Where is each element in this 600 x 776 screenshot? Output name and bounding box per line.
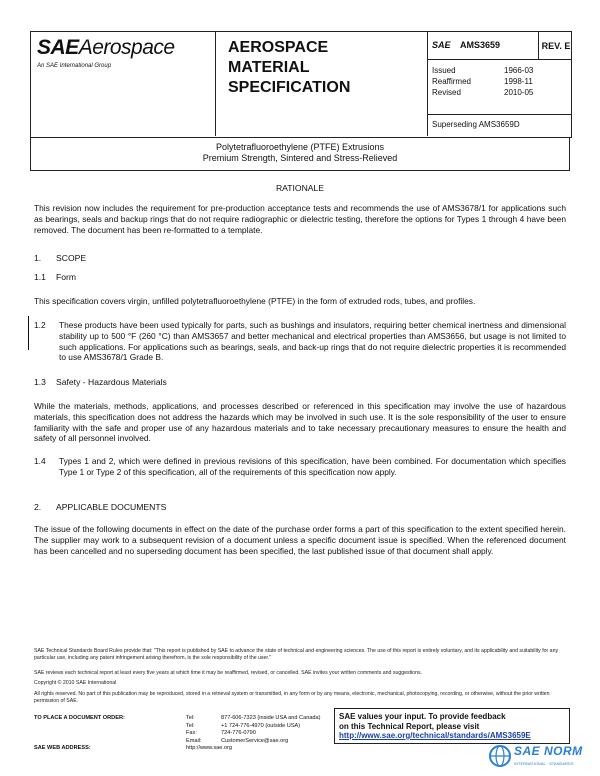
applicable-text: The issue of the following documents in effect on the date of the purchase order forms a part of this specification to the extent specified herein. The supplier may work to a subsequent revision of a document unless a specific document issue is specified. When the referenced document has been cancelled and no superseding document has been specified, the last published issue of that document shall apply. bbox=[34, 524, 566, 556]
feedback-box bbox=[334, 708, 570, 744]
email-link[interactable]: CustomerService@sae.org bbox=[221, 737, 289, 744]
section-title: Safety - Hazardous Materials bbox=[56, 377, 167, 387]
feedback-line-2: on this Technical Report, please visit bbox=[339, 721, 480, 731]
contact-row bbox=[34, 738, 321, 746]
subtitle-line-1: Polytetrafluoroethylene (PTFE) Extrusions bbox=[215, 142, 385, 152]
section-title: APPLICABLE DOCUMENTS bbox=[56, 502, 167, 512]
doc-number-row bbox=[428, 32, 572, 60]
watermark-text: SAE NORM bbox=[514, 744, 583, 758]
paragraph-number: 1.4 bbox=[34, 456, 46, 466]
contact-row bbox=[34, 723, 321, 731]
spacer bbox=[34, 738, 186, 746]
tel2-value[interactable]: +1 724-776-4970 (outside USA) bbox=[221, 722, 301, 729]
rationale-text: This revision now includes the requirement for pre-production acceptance tests and recommends the use of AMS3678/1 for applications such as bearings, seals and backup rings that do not require radiographic or dielectric testing, therefore the options for Types 1 through 4 have been removed. The document has been re-formatted to a template. bbox=[34, 203, 566, 235]
feedback-link[interactable]: http://www.sae.org/technical/standards/AMS3659E bbox=[339, 731, 531, 740]
feedback-line-1: SAE values your input. To provide feedback bbox=[339, 712, 506, 721]
form-text: This specification covers virgin, unfilled polytetrafluoroethylene (PTFE) in the form of extruded rods, tubes, and profiles. bbox=[34, 296, 476, 306]
doc-number: AMS3659 bbox=[460, 40, 501, 50]
section-number: 1.1 bbox=[34, 272, 46, 282]
date-row bbox=[432, 87, 556, 98]
contact-row bbox=[34, 715, 321, 723]
date-row bbox=[432, 65, 556, 76]
sae-aerospace-logo bbox=[37, 36, 175, 60]
brand-regular: Aerospace bbox=[78, 36, 175, 59]
logo-cell bbox=[31, 32, 215, 136]
title-cell bbox=[215, 32, 428, 136]
date-value: 2010-05 bbox=[504, 88, 534, 97]
date-value: 1998-11 bbox=[504, 77, 533, 86]
fax-label: Fax: bbox=[186, 730, 197, 737]
review-note: SAE reviews each technical report at least every five years at which time it may be reaffirmed, revised, or cancelled. SAE invites your written comments and suggestions. bbox=[34, 670, 422, 676]
spec-title-line: MATERIAL bbox=[228, 59, 310, 76]
brand-subtitle: An SAE International Group bbox=[37, 63, 112, 69]
spec-title bbox=[228, 38, 350, 98]
paragraph-text: These products have been used typically for parts, such as bushings and insulators, requiring better chemical inertness and dimensional stability up to 500 °F (260 °C) than AMS3657 and better mechanical and electrical properties than AMS3656, but usage is not limited to such applications. For applications such as bearings, seals, and back-up rings that do not require dielectric properties it is recommended to use AMS3678/1 Grade B. bbox=[59, 320, 566, 363]
doc-info-cell bbox=[427, 32, 572, 136]
date-row bbox=[432, 76, 556, 87]
rights-note: All rights reserved. No part of this publication may be reproduced, stored in a retrieval system or transmitted, in any form or by any means, electronic, mechanical, photocopying, recording, or otherwise, without the prior written permission of SAE. bbox=[34, 691, 550, 704]
spec-title-line: SPECIFICATION bbox=[228, 79, 351, 96]
date-label: Reaffirmed bbox=[432, 77, 471, 86]
paragraph-text: Types 1 and 2, which were defined in previous revisions of this specification, have been combined. For documentation which specifies Type 1 or Type 2 of this specification, all of the requirements of this specification now apply. bbox=[59, 456, 566, 477]
web-link[interactable]: http://www.sae.org bbox=[186, 745, 233, 752]
section-number: 2. bbox=[34, 502, 42, 512]
section-1-heading bbox=[34, 253, 86, 263]
date-label: Revised bbox=[432, 88, 461, 97]
sae-mark: SAE bbox=[432, 40, 451, 50]
globe-icon bbox=[488, 743, 512, 769]
section-title: SCOPE bbox=[56, 253, 87, 263]
section-2-heading bbox=[34, 502, 166, 512]
tel-label: Tel: bbox=[186, 715, 195, 721]
dates-block bbox=[432, 65, 556, 98]
revision-change-bar bbox=[28, 316, 29, 350]
date-label: Issued bbox=[432, 66, 456, 75]
watermark-tag: INTERNATIONAL · STANDARDS bbox=[514, 761, 574, 766]
header-box bbox=[30, 31, 572, 138]
tel-label: Tel: bbox=[186, 722, 195, 729]
contact-row bbox=[34, 745, 321, 753]
paragraph-1-2 bbox=[34, 320, 566, 363]
divider bbox=[428, 114, 572, 115]
document-subtitle bbox=[30, 137, 570, 171]
order-label: TO PLACE A DOCUMENT ORDER: bbox=[34, 715, 125, 721]
web-label: SAE WEB ADDRESS: bbox=[34, 745, 91, 752]
policy-note: SAE Technical Standards Board Rules provide that: "This report is published by SAE to advance the state of technical and engineering sciences. The use of this report is entirely voluntary, and its applicability and suitability for any particular use, including any patent infringement arising therefrom, is the sole responsibility of the user." bbox=[34, 648, 559, 661]
tel-value[interactable]: 877-606-7323 (inside USA and Canada) bbox=[221, 715, 321, 721]
section-number: 1. bbox=[34, 253, 42, 263]
subsection-1-3-heading bbox=[34, 377, 167, 387]
contact-block bbox=[34, 715, 321, 753]
superseding-note: Superseding AMS3659D bbox=[432, 120, 520, 129]
contact-row bbox=[34, 730, 321, 738]
paragraph-number: 1.2 bbox=[34, 320, 46, 330]
rationale-heading: RATIONALE bbox=[275, 183, 325, 193]
paragraph-1-4 bbox=[34, 456, 566, 478]
spacer bbox=[34, 730, 186, 738]
spec-title-line: AEROSPACE bbox=[228, 39, 329, 56]
email-label: Email: bbox=[186, 737, 202, 744]
brand-bold: SAE bbox=[37, 36, 79, 59]
subtitle-line-2: Premium Strength, Sintered and Stress-Relieved bbox=[202, 153, 398, 163]
copyright-note: Copyright © 2010 SAE International bbox=[34, 680, 117, 686]
safety-text: While the materials, methods, applications, and processes described or referenced in this specification may involve the use of hazardous materials, this specification does not address the hazards which may be involved in such use. It is the sole responsibility of the user to ensure familiarity with the safe and proper use of any hazardous materials and to take necessary precautionary measures to ensure the health and safety of all personnel involved. bbox=[34, 401, 566, 444]
date-value: 1966-03 bbox=[504, 66, 534, 75]
revision-label: REV. E bbox=[538, 32, 573, 59]
subsection-1-1-heading bbox=[34, 272, 76, 282]
section-title: Form bbox=[56, 272, 77, 282]
section-number: 1.3 bbox=[34, 377, 46, 387]
sae-norm-watermark bbox=[488, 743, 583, 771]
fax-value: 724-776-0790 bbox=[221, 730, 256, 737]
spacer bbox=[34, 723, 186, 731]
